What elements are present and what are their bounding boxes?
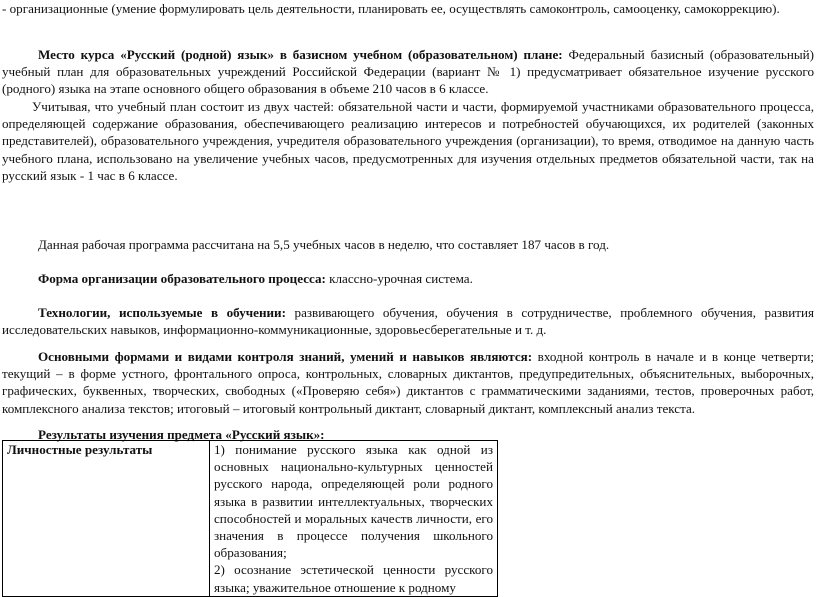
organization-form-paragraph <box>2 270 814 287</box>
list-item: 2) осознание эстетической ценности русского языка; уважительное отношение к родному <box>214 562 493 595</box>
technologies-text: развивающего обучения, обучения в сотрудничестве, проблемного обучения, развития исследовательских навыков, информационно-коммуникационные, здоровьесберегательные и т. д. <box>2 305 814 338</box>
results-table <box>2 440 498 597</box>
study-plan-paragraph: Учитывая, что учебный план состоит из двух частей: обязательной части и части, формируемой участниками образовательного процесса, определяющей содержание образования, обеспечивающего реализацию интересов и потребностей обучающихся, их родителей (законных представителей), образовательного учреждения, учредителя образовательного учреждения (организации), то время, отводимое на данную часть учебного плана, использовано на увеличение учебных часов, предусмотренных для изучения отдельных предметов обязательной части, так на русский язык - 1 час в 6 классе. <box>2 99 814 183</box>
course-place-label: Место курса «Русский (родной) язык» в базисном учебном (образовательном) плане: <box>38 47 563 62</box>
table-row <box>3 441 498 597</box>
control-forms-paragraph <box>2 348 814 417</box>
personal-results-content <box>210 441 498 597</box>
course-place-paragraph <box>2 46 814 98</box>
control-forms-text: входной контроль в начале и в конце четверти; текущий – в форме устного, фронтального опроса, контрольных, словарных диктантов, предупредительных, объяснительных, выборочных, графических, буквенных, творческих, свободных («Проверяю себя») диктантов с грамматическими заданиями, тестов, проверочных работ, комплексного анализа текстов; итоговый – итоговый контрольный диктант, словарный диктант, комплексный анализ текста. <box>2 349 814 416</box>
hours-paragraph: Данная рабочая программа рассчитана на 5,5 учебных часов в неделю, что составляет 187 часов в год. <box>38 237 610 252</box>
course-place-text: Федеральный базисный (образовательный) учебный план для образовательных учреждений Российской Федерации (вариант № 1) предусматривает обязательное изучение русского (родного) языка на этапе основного общего образования в объеме 210 часов в 6 классе. <box>2 47 814 97</box>
organization-form-label: Форма организации образовательного процесса: <box>38 271 326 286</box>
technologies-label: Технологии, используемые в обучении: <box>38 305 286 320</box>
technologies-paragraph <box>2 304 814 338</box>
intro-line: - организационные (умение формулировать цель деятельности, планировать ее, осуществлять самоконтроль, самооценку, самокоррекцию). <box>2 1 780 16</box>
personal-results-label: Личностные результаты <box>3 441 210 597</box>
results-heading-text: Результаты изучения предмета «Русский язык»: <box>38 427 325 442</box>
list-item: 1) понимание русского языка как одной из основных национально-культурных ценностей русского народа, определяющей роли родного языка в развитии интеллектуальных, творческих способностей и моральных качеств личности, его значения в процессе получения школьного образования; <box>214 442 493 561</box>
organization-form-text: классно-урочная система. <box>325 271 473 286</box>
control-forms-label: Основными формами и видами контроля знаний, умений и навыков являются: <box>38 349 533 364</box>
